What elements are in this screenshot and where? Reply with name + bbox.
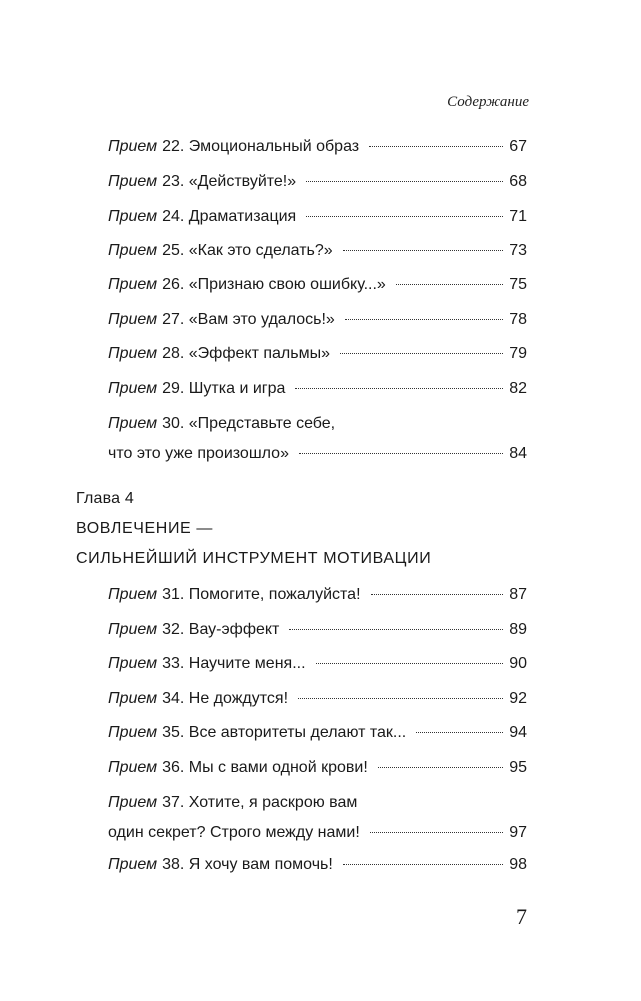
entry-label: Прием — [108, 794, 158, 811]
entry-page: 90 — [509, 655, 527, 672]
entry-label: Прием — [108, 690, 158, 707]
toc-entry-24 — [108, 204, 527, 230]
toc-entry-22 — [108, 134, 527, 160]
entry-label: Прием — [108, 173, 158, 190]
entry-title: 35. Все авторитеты делают так... — [162, 724, 407, 741]
entry-title: 34. Не дождутся! — [162, 690, 289, 707]
entry-label: Прием — [108, 242, 158, 259]
dot-leader — [299, 453, 503, 454]
toc-entry-25 — [108, 238, 527, 264]
entry-title: 26. «Признаю свою ошибку...» — [162, 276, 386, 293]
entry-title: 36. Мы с вами одной крови! — [162, 759, 368, 776]
chapter-title-line1: ВОВЛЕЧЕНИЕ — — [76, 520, 213, 537]
toc-entry-37 — [108, 790, 527, 846]
toc-entry-31 — [108, 582, 527, 608]
entry-label: Прием — [108, 138, 158, 155]
entry-page: 75 — [509, 276, 527, 293]
entry-page: 73 — [509, 242, 527, 259]
entry-title: 38. Я хочу вам помочь! — [162, 856, 333, 873]
toc-entry-23 — [108, 169, 527, 195]
entry-title-line1: 30. «Представьте себе, — [162, 415, 336, 432]
entry-label: Прием — [108, 621, 158, 638]
entry-label: Прием — [108, 759, 158, 776]
entry-title-line1: 37. Хотите, я раскрою вам — [162, 794, 358, 811]
entry-title: 28. «Эффект пальмы» — [162, 345, 330, 362]
entry-title: 27. «Вам это удалось!» — [162, 311, 335, 328]
entry-page: 97 — [509, 824, 527, 841]
dot-leader — [343, 250, 504, 251]
entry-title: 22. Эмоциональный образ — [162, 138, 360, 155]
dot-leader — [343, 864, 503, 865]
dot-leader — [378, 767, 503, 768]
dot-leader — [316, 663, 504, 664]
toc-entry-28 — [108, 341, 527, 367]
entry-page: 67 — [509, 138, 527, 155]
toc-entry-30 — [108, 411, 527, 467]
entry-title: 25. «Как это сделать?» — [162, 242, 333, 259]
dot-leader — [340, 353, 503, 354]
entry-label: Прием — [108, 415, 158, 432]
entry-page: 84 — [509, 445, 527, 462]
entry-label: Прием — [108, 208, 158, 225]
entry-title-line2: что это уже произошло» — [108, 445, 289, 462]
dot-leader — [371, 594, 504, 595]
entry-title: 24. Драматизация — [162, 208, 297, 225]
toc-entry-35 — [108, 720, 527, 746]
chapter-title-line2: СИЛЬНЕЙШИЙ ИНСТРУМЕНТ МОТИВАЦИИ — [76, 550, 432, 567]
entry-page: 71 — [509, 208, 527, 225]
toc-entry-26 — [108, 272, 527, 298]
entry-title: 23. «Действуйте!» — [162, 173, 297, 190]
entry-page: 82 — [509, 380, 527, 397]
dot-leader — [295, 388, 503, 389]
entry-title: 33. Научите меня... — [162, 655, 306, 672]
chapter-heading — [76, 486, 431, 572]
dot-leader — [370, 832, 503, 833]
dot-leader — [306, 181, 503, 182]
entry-page: 87 — [509, 586, 527, 603]
dot-leader — [396, 284, 503, 285]
toc-entry-27 — [108, 307, 527, 333]
entry-label: Прием — [108, 655, 158, 672]
entry-label: Прием — [108, 380, 158, 397]
toc-entry-38 — [108, 852, 527, 878]
entry-title-line2: один секрет? Строго между нами! — [108, 824, 360, 841]
entry-label: Прием — [108, 311, 158, 328]
entry-title: 31. Помогите, пожалуйста! — [162, 586, 361, 603]
entry-label: Прием — [108, 856, 158, 873]
entry-page: 95 — [509, 759, 527, 776]
entry-label: Прием — [108, 345, 158, 362]
entry-page: 79 — [509, 345, 527, 362]
dot-leader — [306, 216, 503, 217]
entry-label: Прием — [108, 724, 158, 741]
toc-entry-34 — [108, 686, 527, 712]
dot-leader — [416, 732, 503, 733]
toc-entry-33 — [108, 651, 527, 677]
dot-leader — [289, 629, 503, 630]
entry-page: 68 — [509, 173, 527, 190]
entry-page: 94 — [509, 724, 527, 741]
dot-leader — [298, 698, 503, 699]
toc-entry-36 — [108, 755, 527, 781]
toc-entry-32 — [108, 617, 527, 643]
entry-label: Прием — [108, 586, 158, 603]
dot-leader — [345, 319, 503, 320]
entry-page: 78 — [509, 311, 527, 328]
page-number: 7 — [516, 904, 527, 929]
running-head: Содержание — [447, 94, 529, 110]
entry-page: 89 — [509, 621, 527, 638]
entry-label: Прием — [108, 276, 158, 293]
toc-entry-29 — [108, 376, 527, 402]
dot-leader — [369, 146, 503, 147]
entry-page: 92 — [509, 690, 527, 707]
chapter-number: Глава 4 — [76, 490, 134, 507]
entry-title: 29. Шутка и игра — [162, 380, 286, 397]
entry-page: 98 — [509, 856, 527, 873]
entry-title: 32. Вау-эффект — [162, 621, 280, 638]
